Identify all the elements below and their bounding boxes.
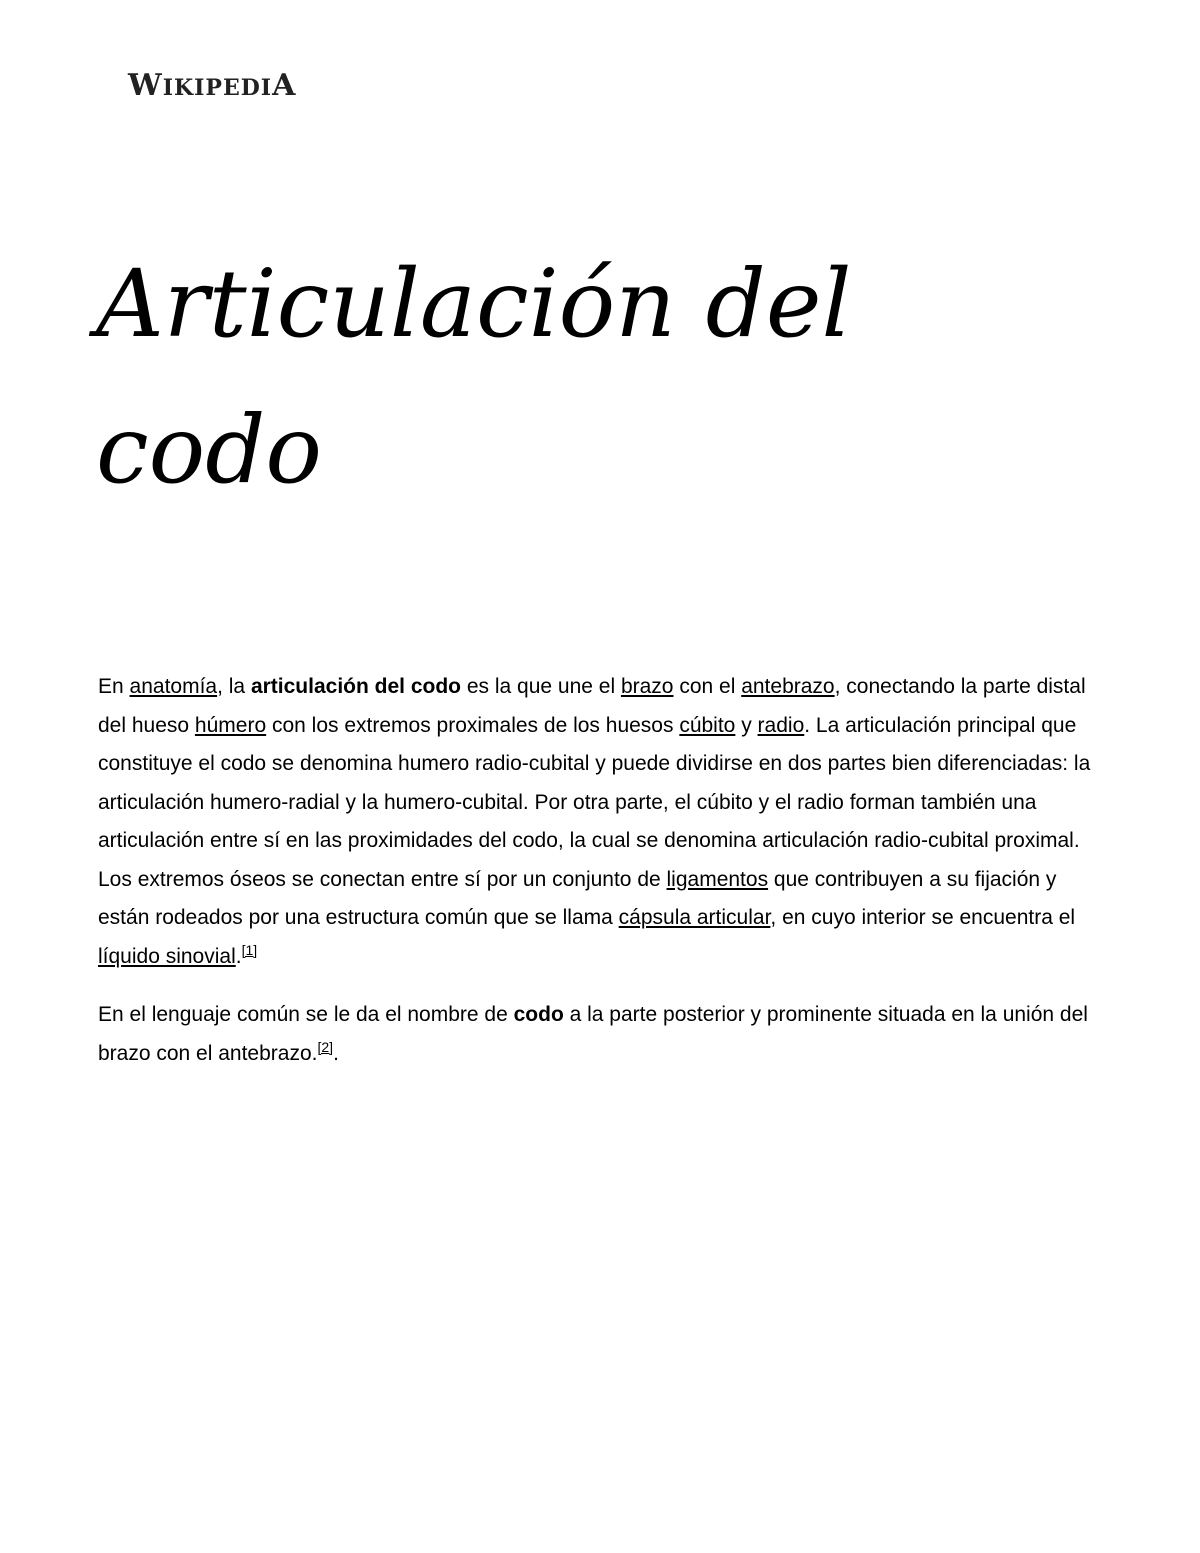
- text: a la parte posterior y prominente situada en la unión del brazo con el antebrazo.: [98, 1003, 1088, 1065]
- article-content: [98, 668, 1106, 1093]
- text: con el: [673, 675, 742, 698]
- bold-term-codo: codo: [513, 1003, 564, 1026]
- text: En el lenguaje común se le da el nombre de: [98, 1003, 514, 1026]
- paragraph-common-usage: [98, 996, 1106, 1073]
- link-capsula-articular[interactable]: cápsula articular: [618, 906, 771, 929]
- logo-letter-a: A: [272, 68, 297, 103]
- reference-1-link[interactable]: [1]: [241, 941, 258, 958]
- link-anatomia[interactable]: anatomía: [129, 675, 218, 698]
- link-humero[interactable]: húmero: [194, 713, 267, 737]
- link-radio[interactable]: radio: [757, 713, 805, 737]
- text: con los extremos proximales de los huesos: [266, 713, 680, 737]
- text: .: [333, 1041, 339, 1065]
- reference-1[interactable]: [242, 942, 258, 958]
- reference-2-link[interactable]: [2]: [317, 1038, 334, 1055]
- paragraph-intro: [98, 668, 1106, 976]
- text: que contribuyen a su fijación y están rodeados por una estructura común que se llama: [98, 867, 1057, 929]
- wikipedia-logo[interactable]: [128, 68, 296, 103]
- reference-2[interactable]: [317, 1039, 333, 1055]
- text: En: [98, 675, 130, 698]
- link-cubito[interactable]: cúbito: [679, 713, 736, 737]
- logo-letter-w: W: [128, 68, 163, 103]
- text: y: [735, 713, 758, 737]
- link-brazo[interactable]: brazo: [620, 675, 674, 698]
- text: . La articulación principal que constituye el codo se denomina humero radio-cubital y puede dividirse en dos partes bien diferenciadas: la articulación humero-radial y la humero-cubital. Por otra parte, el cúbito y el radio forman también una articulación entre sí en las proximidades del codo, la cual se denomina articulación radio-cubital proximal. Los extremos óseos se conectan entre sí por un conjunto de: [98, 713, 1091, 891]
- text: .: [235, 944, 242, 968]
- text: es la que une el: [461, 675, 621, 698]
- text: , conectando la parte distal del hueso: [98, 675, 1086, 737]
- link-ligamentos[interactable]: ligamentos: [666, 867, 769, 891]
- link-liquido-sinovial[interactable]: líquido sinovial: [98, 944, 236, 968]
- logo-letters-ikipedi: IKIPEDI: [162, 75, 273, 101]
- text: , en cuyo interior se encuentra el: [770, 906, 1076, 929]
- text: , la: [217, 675, 251, 698]
- link-antebrazo[interactable]: antebrazo: [741, 675, 835, 698]
- page-title: Articulación del codo: [96, 250, 852, 505]
- bold-term-articulacion: articulación del codo: [250, 675, 461, 698]
